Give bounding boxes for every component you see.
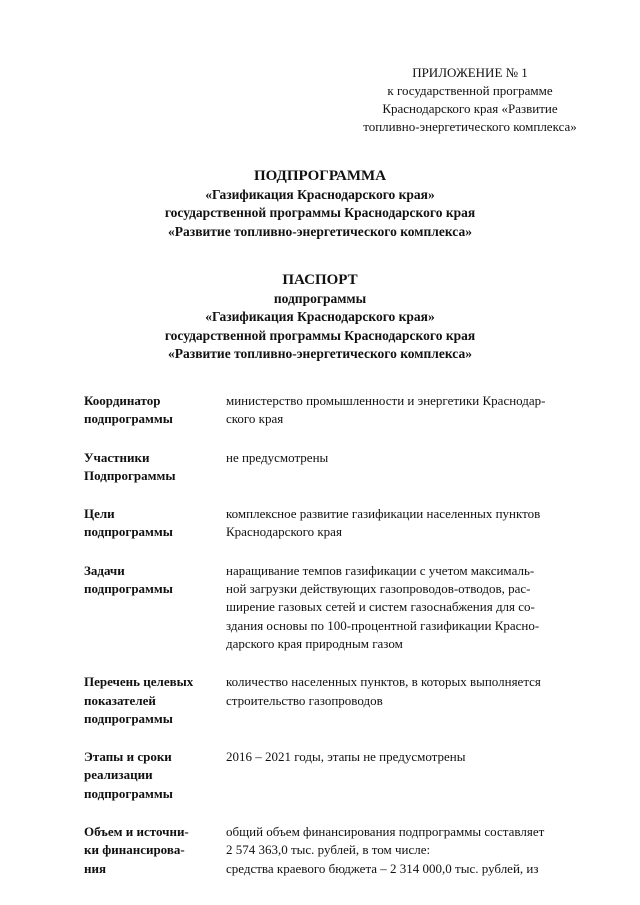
row-value (226, 748, 604, 803)
row-value (226, 505, 604, 542)
label-line: Цели (84, 506, 115, 522)
subprogram-title-line: «Газификация Краснодарского края» (205, 186, 435, 202)
passport-title-line: «Развитие топливно-энергетического комплекса» (168, 346, 472, 361)
label-line: Подпрограммы (84, 467, 176, 483)
appendix-line: ПРИЛОЖЕНИЕ № 1 (412, 65, 528, 80)
passport-row-goals (84, 505, 604, 542)
label-line: Объем и источни- (84, 824, 189, 840)
appendix-header (330, 64, 610, 136)
value-line: 2 574 363,0 тыс. рублей, в том числе: (226, 842, 431, 858)
value-line: дарского края природным газом (226, 635, 403, 651)
label-line: подпрограммы (84, 785, 173, 801)
value-line: наращивание темпов газификации с учетом максималь- (226, 562, 535, 578)
passport-row-stages (84, 748, 604, 803)
row-value (226, 823, 604, 878)
value-line: не предусмотрены (226, 449, 329, 465)
row-value (226, 562, 604, 653)
value-line: количество населенных пунктов, в которых выполняется (226, 674, 541, 690)
label-line: ния (84, 860, 107, 876)
label-line: подпрограммы (84, 524, 173, 540)
value-line: ной загрузки действующих газопроводов-отводов, рас- (226, 581, 531, 597)
label-line: ки финансирова- (84, 842, 185, 858)
passport-row-financing (84, 823, 604, 878)
subprogram-title (0, 167, 640, 241)
appendix-line: к государственной программе (387, 83, 553, 98)
row-label (84, 748, 226, 803)
passport-title (0, 271, 640, 364)
row-label (84, 505, 226, 542)
label-line: реализации (84, 767, 153, 783)
appendix-line: топливно-энергетического комплекса» (363, 119, 577, 134)
row-label (84, 449, 226, 486)
label-line: Перечень целевых (84, 674, 194, 690)
label-line: Координатор (84, 393, 161, 408)
label-line: Задачи (84, 562, 125, 578)
value-line: Краснодарского края (226, 524, 342, 540)
passport-title-line: «Газификация Краснодарского края» (205, 309, 435, 324)
row-label (84, 823, 226, 878)
passport-row-indicators (84, 673, 604, 728)
row-label (84, 562, 226, 653)
passport-table (84, 392, 604, 878)
value-line: ширение газовых сетей и систем газоснабжения для со- (226, 599, 535, 615)
row-label (84, 673, 226, 728)
value-line: ского края (226, 411, 284, 427)
subprogram-title-line: «Развитие топливно-энергетического комплекса» (168, 223, 472, 239)
value-line: здания основы по 100-процентной газификации Красно- (226, 617, 540, 633)
row-label (84, 392, 226, 429)
label-line: показателей (84, 692, 156, 708)
row-value (226, 673, 604, 728)
passport-row-tasks (84, 562, 604, 653)
appendix-line: Краснодарского края «Развитие (382, 101, 558, 116)
value-line: общий объем финансирования подпрограммы составляет (226, 824, 545, 840)
value-line: строительство газопроводов (226, 692, 383, 708)
value-line: министерство промышленности и энергетики Краснодар- (226, 393, 546, 408)
passport-heading: ПАСПОРТ (282, 272, 358, 288)
label-line: Этапы и сроки (84, 749, 172, 765)
row-value (226, 449, 604, 486)
label-line: Участники (84, 449, 150, 465)
subprogram-heading: ПОДПРОГРАММА (253, 168, 387, 184)
value-line: 2016 – 2021 годы, этапы не предусмотрены (226, 749, 466, 765)
subprogram-title-line: государственной программы Краснодарского края (164, 205, 476, 220)
value-line: средства краевого бюджета – 2 314 000,0 тыс. рублей, из (226, 860, 539, 876)
passport-title-line: подпрограммы (273, 290, 367, 306)
label-line: подпрограммы (84, 581, 173, 597)
label-line: подпрограммы (84, 710, 173, 726)
value-line: комплексное развитие газификации населенных пунктов (226, 506, 541, 522)
passport-row-coordinator (84, 392, 604, 429)
row-value (226, 392, 604, 429)
passport-title-line: государственной программы Краснодарского края (164, 327, 476, 343)
passport-row-participants (84, 449, 604, 486)
label-line: подпрограммы (84, 411, 173, 427)
